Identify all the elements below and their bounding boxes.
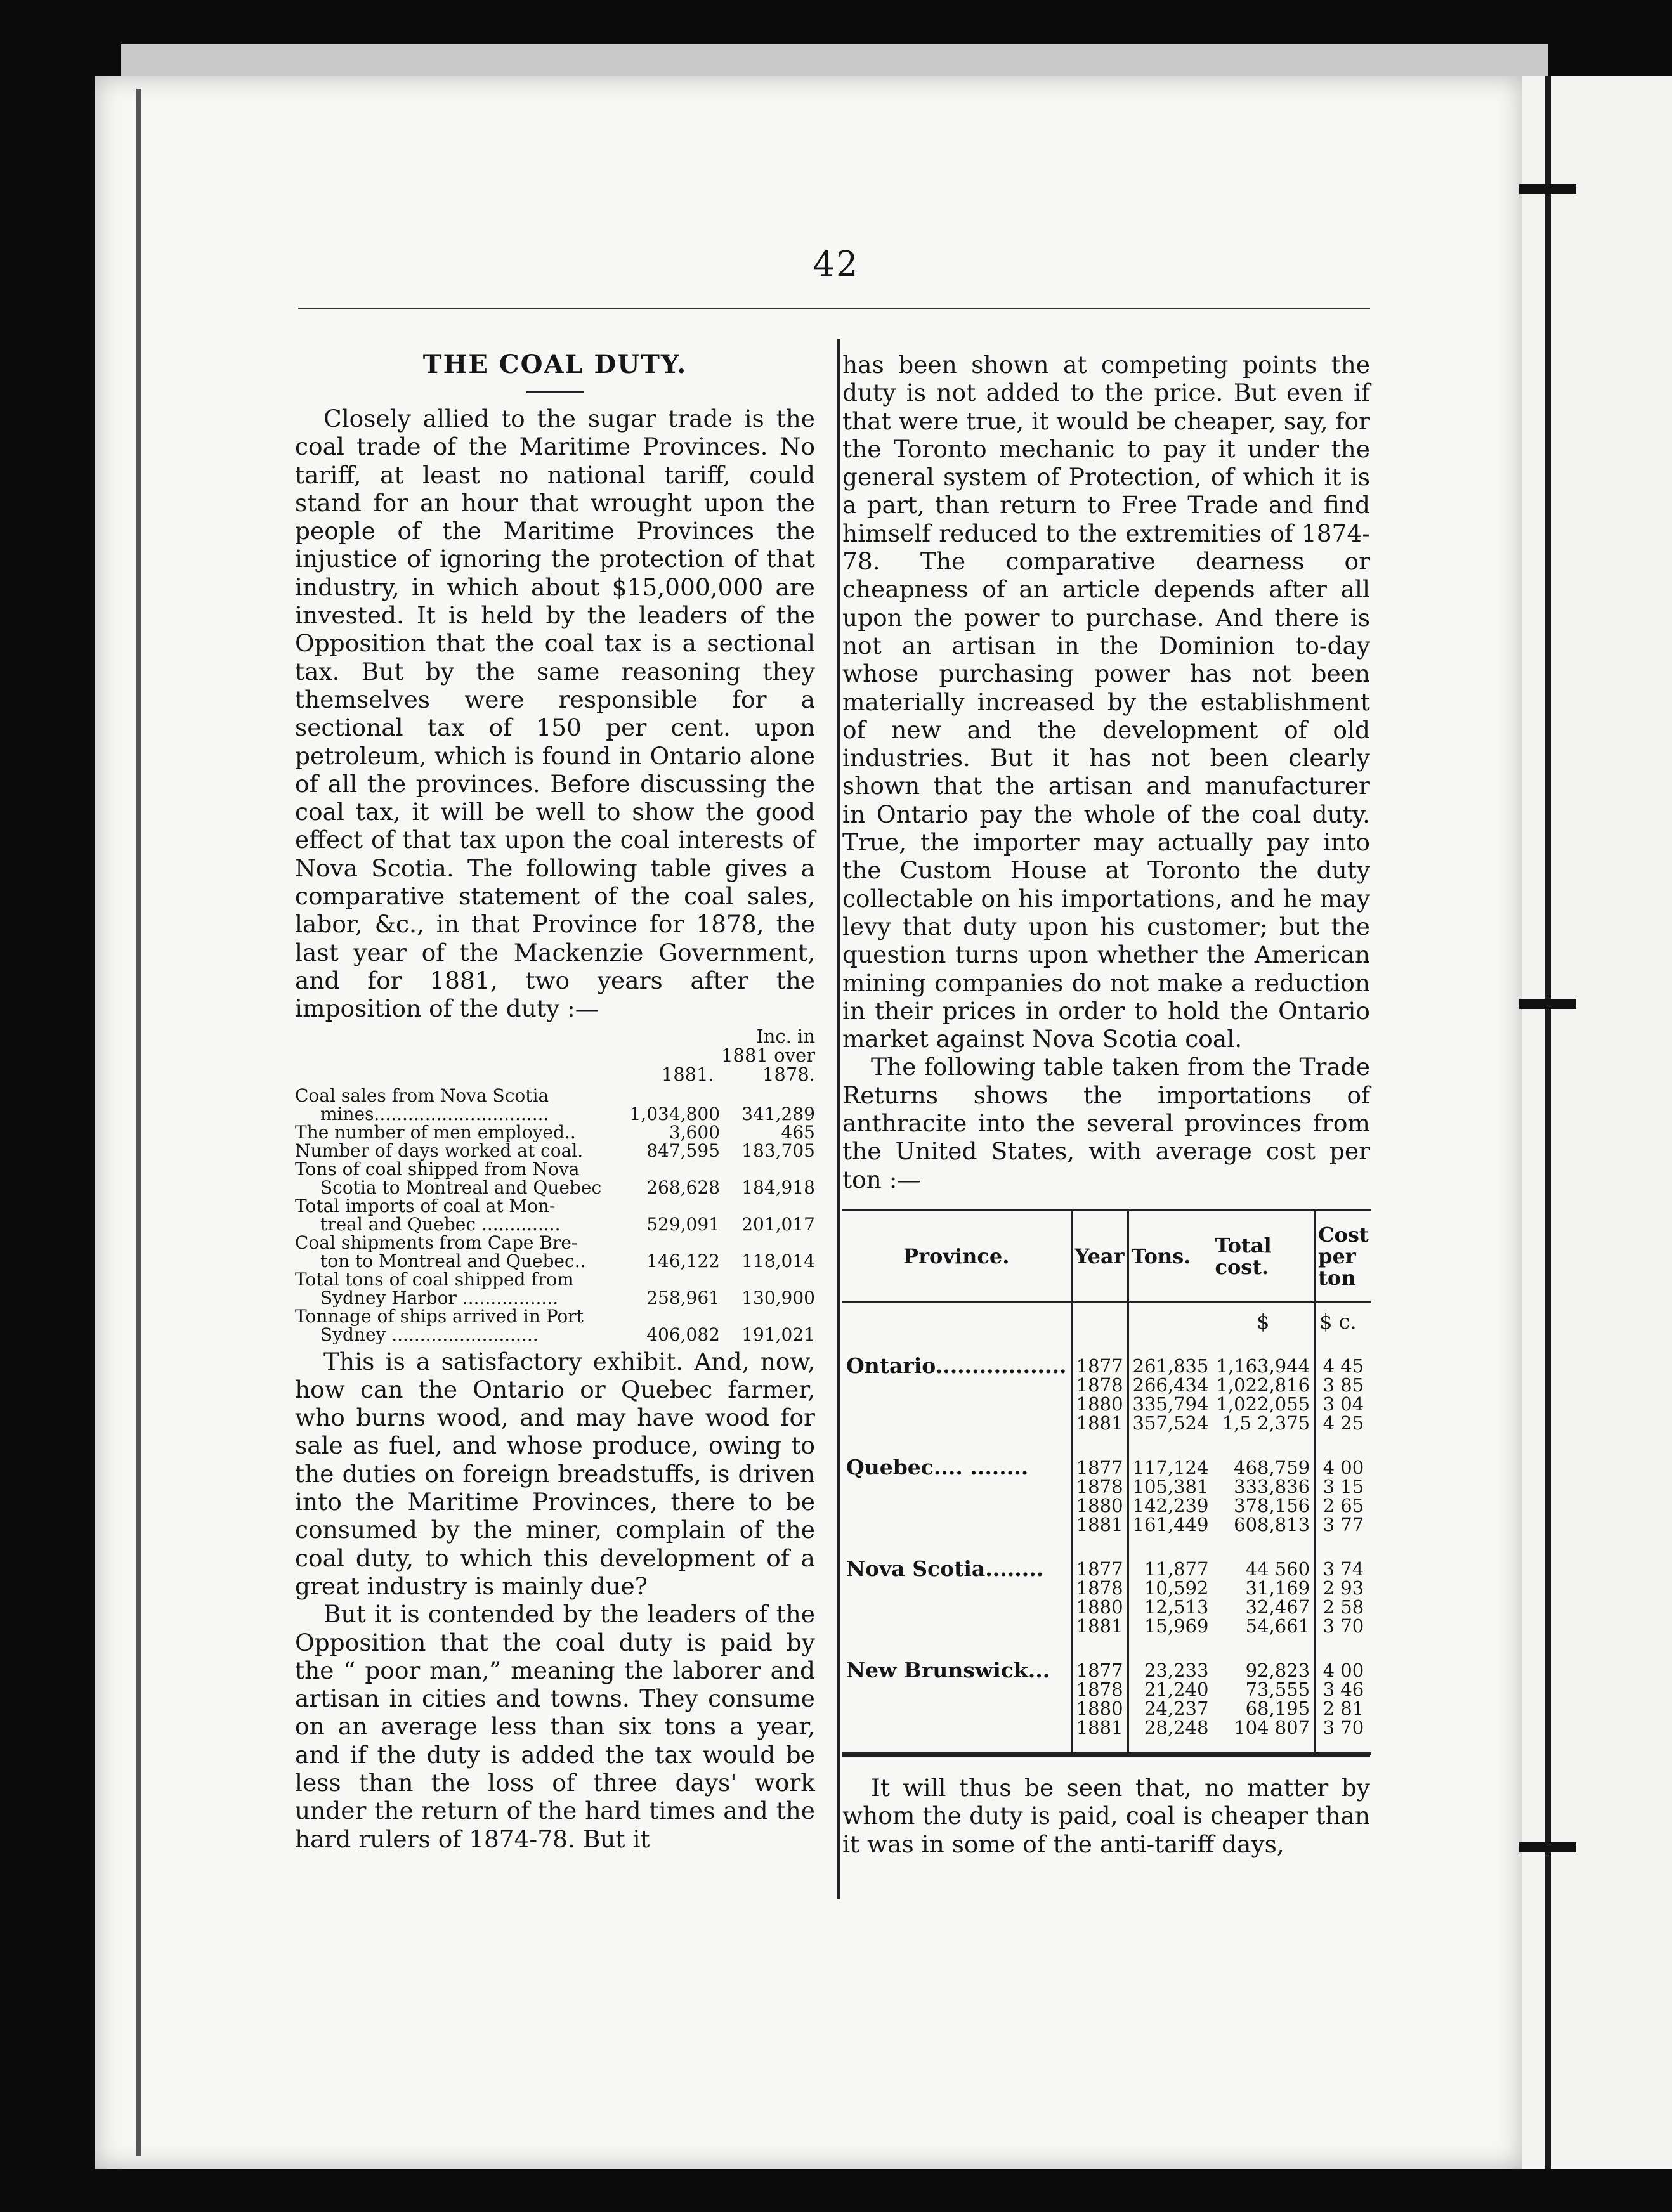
stats-row-label: Coal sales from Nova Scotia [295, 1084, 549, 1106]
row-total-cost: 333,836 [1212, 1477, 1314, 1496]
province-name [842, 1395, 1071, 1414]
table-row [842, 1433, 1371, 1477]
row-total-cost: 54,661 [1212, 1617, 1314, 1636]
row-year: 1881 [1071, 1718, 1128, 1753]
row-total-cost: 44 560 [1212, 1534, 1314, 1578]
row-cost-per-ton: 3 77 [1323, 1513, 1364, 1535]
header-cost-per-ton [1315, 1210, 1371, 1303]
province-name [842, 1515, 1071, 1534]
row-cost-per-ton: 2 93 [1323, 1577, 1364, 1599]
row-total-cost: 1,5 2,375 [1212, 1414, 1314, 1433]
units-row [842, 1302, 1371, 1331]
row-year: 1877 [1071, 1636, 1128, 1680]
row-tons: 23,233 [1144, 1659, 1209, 1681]
row-tons: 142,239 [1132, 1494, 1209, 1516]
page-edge-shadow [136, 89, 141, 2156]
stats-value-1881: 146,122 [646, 1250, 720, 1272]
row-total-cost: 1,163,944 [1212, 1331, 1314, 1376]
row-cost-per-ton: 4 00 [1323, 1659, 1364, 1681]
stats-value-increase: 184,918 [741, 1176, 815, 1198]
paragraph: This is a satisfactory exhibit. And, now, how can the Ontario or Quebec farmer, who burns wood, and may have wood for sale as fuel, and whose produce, owing to the duties on foreign breadstuffs, is driven into the Maritime Provinces, there to be consumed by the miner, complain of the coal duty, to which this development of a great industry is mainly due? [295, 1347, 815, 1600]
stats-row-cont [295, 1325, 815, 1344]
binding-stitch-mark [1519, 1842, 1576, 1852]
table-row [842, 1376, 1371, 1395]
row-year: 1878 [1071, 1578, 1128, 1597]
row-tons: 261,835 [1132, 1355, 1209, 1377]
left-column [295, 346, 815, 1853]
province-name: Quebec.... ........ [846, 1454, 1029, 1480]
table-row [842, 1680, 1371, 1699]
stats-row-label-cont: Sydney .......................... [320, 1325, 539, 1344]
province-name: Ontario.................. [846, 1353, 1067, 1378]
header-cost-line1: Cost [1318, 1222, 1369, 1247]
stats-row [295, 1233, 815, 1252]
stats-row-label: Number of days worked at coal. [295, 1140, 584, 1161]
row-cost-per-ton: 4 45 [1323, 1355, 1364, 1377]
table-row [842, 1699, 1371, 1718]
stats-row [295, 1142, 815, 1160]
row-year: 1881 [1071, 1617, 1128, 1636]
row-year: 1877 [1071, 1534, 1128, 1578]
stats-row-label-cont: treal and Quebec .............. [320, 1214, 561, 1233]
paragraph: Closely allied to the sugar trade is the coal trade of the Maritime Provinces. No tariff, at least no national tariff, could stand for an hour that wrought upon the people of the Maritime Provinces the injustice of ignoring the protection of that industry, in which about $15,000,000 are invested. It is held by the leaders of the Opposition that the coal tax is a sectional tax. But by the same reasoning they themselves were responsible for a sectional tax of 150 per cent. upon petroleum, which is found in Ontario alone of all the provinces. Before discussing the coal tax, it will be well to show the good effect of that tax upon the coal interests of Nova Scotia. The following table gives a comparative statement of the coal sales, labor, &c., in that Province for 1878, the last year of the Mackenzie Government, and for 1881, two years after the imposition of the duty :— [295, 405, 815, 1023]
row-total-cost: 68,195 [1212, 1699, 1314, 1718]
article-title: THE COAL DUTY. [422, 349, 688, 379]
header-cost-line2: per [1318, 1244, 1356, 1268]
column-divider [837, 339, 840, 1899]
row-tons: 335,794 [1132, 1393, 1209, 1415]
table-row [842, 1515, 1371, 1534]
row-cost-per-ton: 2 81 [1323, 1697, 1364, 1719]
stats-row-cont [295, 1105, 815, 1123]
row-tons: 11,877 [1144, 1558, 1209, 1580]
row-year: 1878 [1071, 1477, 1128, 1496]
province-name [842, 1496, 1071, 1515]
row-cost-per-ton: 2 58 [1323, 1596, 1364, 1618]
stats-value-increase: 118,014 [741, 1250, 815, 1272]
stats-header-inc-line1: Inc. in [756, 1025, 815, 1047]
row-cost-per-ton: 3 15 [1323, 1475, 1364, 1497]
stats-value-increase: 201,017 [741, 1213, 815, 1235]
stats-value-increase: 130,900 [741, 1287, 815, 1308]
row-year: 1880 [1071, 1597, 1128, 1617]
table-row [842, 1477, 1371, 1496]
table-row [842, 1414, 1371, 1433]
table-row [842, 1395, 1371, 1414]
row-total-cost: 608,813 [1212, 1515, 1314, 1534]
row-cost-per-ton: 3 74 [1323, 1558, 1364, 1580]
right-column [842, 346, 1370, 1858]
table-row [842, 1578, 1371, 1597]
row-cost-per-ton: 3 70 [1323, 1615, 1364, 1637]
header-year: Year [1071, 1210, 1128, 1303]
row-total-cost: 468,759 [1212, 1433, 1314, 1477]
stats-value-1881: 847,595 [646, 1140, 720, 1161]
row-total-cost: 32,467 [1212, 1597, 1314, 1617]
stats-row-label-cont: Scotia to Montreal and Quebec [320, 1178, 602, 1197]
row-year: 1878 [1071, 1680, 1128, 1699]
province-name: New Brunswick... [846, 1657, 1050, 1682]
table-header-row [842, 1210, 1371, 1303]
title-rule [526, 391, 584, 393]
stats-value-increase: 183,705 [741, 1140, 815, 1161]
stats-header-years [295, 1065, 815, 1084]
row-year: 1877 [1071, 1433, 1128, 1477]
stats-row-cont [295, 1178, 815, 1197]
stats-row-label: Coal shipments from Cape Bre- [295, 1232, 578, 1253]
row-tons: 266,434 [1132, 1374, 1209, 1396]
stats-row-label: Tonnage of ships arrived in Port [295, 1305, 584, 1327]
binding-stitch-mark [1519, 184, 1576, 194]
row-tons: 117,124 [1132, 1456, 1209, 1478]
table-row [842, 1636, 1371, 1680]
unit-total-cost: $ [1212, 1302, 1314, 1331]
row-year: 1880 [1071, 1699, 1128, 1718]
stats-table-header [295, 1027, 815, 1084]
province-name [842, 1376, 1071, 1395]
stats-row-label-cont: mines............................... [320, 1104, 549, 1123]
stats-row [295, 1270, 815, 1289]
row-tons: 28,248 [1144, 1716, 1209, 1738]
province-name [842, 1617, 1071, 1636]
row-cost-per-ton: 3 85 [1323, 1374, 1364, 1396]
stats-row-label: Tons of coal shipped from Nova [295, 1158, 580, 1180]
row-cost-per-ton: 3 04 [1323, 1393, 1364, 1415]
stats-row-cont [295, 1289, 815, 1307]
paragraph: has been shown at competing points the duty is not added to the price. But even if that were true, it would be cheaper, say, for the Toronto mechanic to pay it under the general system of Protection, of which it is a part, than return to Free Trade and find himself reduced to the extremities of 1874-78. The comparative dearness or cheapness of an article depends after all upon the power to purchase. And there is not an artisan in the Dominion to-day whose purchasing power has not been materially increased by the establishment of new and the development of old industries. But it has not been clearly shown that the artisan and manufacturer in Ontario pay the whole of the coal duty. True, the importer may actually pay into the Custom House at Toronto the duty collectable on his importations, and he may levy that duty upon his customer; but the question turns upon whether the American mining companies do not make a reduction in their prices in order to hold the Ontario market against Nova Scotia coal. [842, 351, 1370, 1053]
province-name [842, 1414, 1071, 1433]
row-year: 1880 [1071, 1496, 1128, 1515]
coal-stats-table [295, 1086, 815, 1344]
row-tons: 12,513 [1144, 1596, 1209, 1618]
row-tons: 21,240 [1144, 1678, 1209, 1700]
stats-row-label-cont: Sydney Harbor ................. [320, 1288, 559, 1307]
province-name [842, 1578, 1071, 1597]
row-cost-per-ton: 4 25 [1323, 1412, 1364, 1434]
row-total-cost: 1,022,816 [1212, 1376, 1314, 1395]
stats-value-1881: 258,961 [646, 1287, 720, 1308]
stats-value-1881: 3,600 [669, 1121, 720, 1143]
stats-row-label: The number of men employed.. [295, 1121, 576, 1143]
header-total-cost-line2: cost. [1215, 1254, 1269, 1279]
anthracite-table [842, 1209, 1371, 1755]
stats-row [295, 1160, 815, 1178]
row-cost-per-ton: 3 70 [1323, 1716, 1364, 1738]
paragraph: But it is contended by the leaders of the Opposition that the coal duty is paid by the “ poor man,” meaning the laborer and artisan in cities and towns. They consume on an average less than six tons a year, and if the duty is added the tax would be less than the loss of three days' work under the return of the hard times and the hard rulers of 1874-78. But it [295, 1600, 815, 1853]
stats-value-1881: 268,628 [646, 1176, 720, 1198]
row-total-cost: 31,169 [1212, 1578, 1314, 1597]
row-total-cost: 1,022,055 [1212, 1395, 1314, 1414]
header-tons: Tons. [1128, 1210, 1212, 1303]
header-rule [298, 308, 1370, 309]
row-tons: 24,237 [1144, 1697, 1209, 1719]
binding-line [1545, 76, 1551, 2169]
table-row [842, 1597, 1371, 1617]
header-province: Province. [842, 1210, 1071, 1303]
row-tons: 161,449 [1132, 1513, 1209, 1535]
stats-value-1881: 406,082 [646, 1324, 720, 1345]
table-row [842, 1534, 1371, 1578]
header-total-cost-line1: Total [1215, 1233, 1272, 1258]
row-cost-per-ton: 2 65 [1323, 1494, 1364, 1516]
paragraph: It will thus be seen that, no matter by whom the duty is paid, coal is cheaper than it was in some of the anti-tariff days, [842, 1773, 1370, 1858]
paragraph: The following table taken from the Trade Returns shows the importations of anthracite into the several provinces from the United States, with average cost per ton :— [842, 1053, 1370, 1194]
row-year: 1877 [1071, 1331, 1128, 1376]
stats-header-col2: 1878. [762, 1063, 815, 1085]
province-name [842, 1699, 1071, 1718]
unit-cost: $ c. [1319, 1309, 1357, 1334]
stats-row-cont [295, 1252, 815, 1270]
row-total-cost: 378,156 [1212, 1496, 1314, 1515]
header-cost-line3: ton [1318, 1265, 1356, 1290]
stats-value-increase: 341,289 [741, 1103, 815, 1124]
page-number: 42 [813, 244, 859, 284]
row-year: 1878 [1071, 1376, 1128, 1395]
stats-value-1881: 529,091 [646, 1213, 720, 1235]
province-name [842, 1597, 1071, 1617]
row-year: 1880 [1071, 1395, 1128, 1414]
table-row [842, 1331, 1371, 1376]
stats-header-col1: 1881. [661, 1063, 714, 1085]
table-row [842, 1617, 1371, 1636]
province-name: Nova Scotia........ [846, 1556, 1044, 1581]
stats-header-inc-line2: 1881 over [721, 1044, 815, 1066]
stats-row-label: Total tons of coal shipped from [295, 1268, 574, 1290]
row-total-cost: 92,823 [1212, 1636, 1314, 1680]
stats-row [295, 1307, 815, 1325]
row-tons: 15,969 [1144, 1615, 1209, 1637]
province-name [842, 1680, 1071, 1699]
binding-stitch-mark [1519, 999, 1576, 1009]
stats-row-label-cont: ton to Montreal and Quebec.. [320, 1251, 586, 1270]
stats-value-increase: 465 [781, 1121, 815, 1143]
stats-row-label: Total imports of coal at Mon- [295, 1195, 556, 1216]
row-tons: 357,524 [1132, 1412, 1209, 1434]
row-year: 1881 [1071, 1414, 1128, 1433]
stats-row [295, 1197, 815, 1215]
row-year: 1881 [1071, 1515, 1128, 1534]
stats-row [295, 1123, 815, 1142]
stats-row-cont [295, 1215, 815, 1233]
province-name [842, 1477, 1071, 1496]
header-total-cost [1212, 1210, 1314, 1303]
row-total-cost: 104 807 [1212, 1718, 1314, 1753]
province-name [842, 1718, 1071, 1753]
row-tons: 105,381 [1132, 1475, 1209, 1497]
table-row [842, 1718, 1371, 1753]
row-cost-per-ton: 3 46 [1323, 1678, 1364, 1700]
row-tons: 10,592 [1144, 1577, 1209, 1599]
row-total-cost: 73,555 [1212, 1680, 1314, 1699]
stats-value-increase: 191,021 [741, 1324, 815, 1345]
table-row [842, 1496, 1371, 1515]
table-bottom-rule [842, 1755, 1370, 1757]
stats-value-1881: 1,034,800 [629, 1103, 720, 1124]
stats-row [295, 1086, 815, 1105]
row-cost-per-ton: 4 00 [1323, 1456, 1364, 1478]
